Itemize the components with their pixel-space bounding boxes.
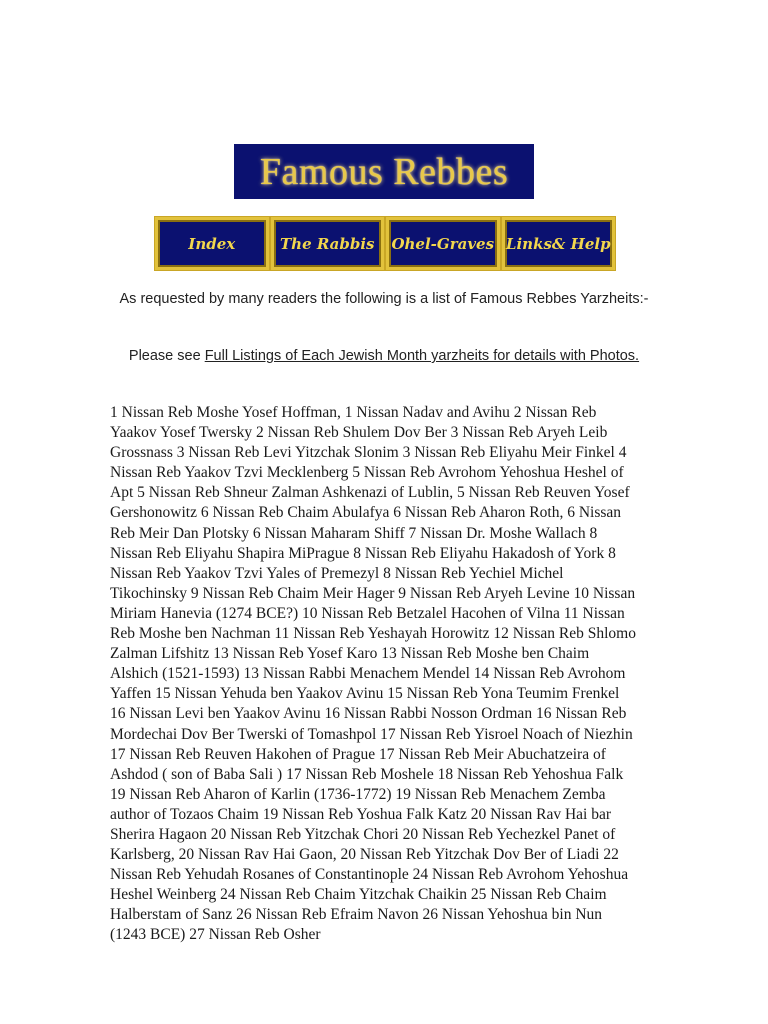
see-listings-text — [110, 347, 658, 366]
nav-index-label: Index — [188, 234, 236, 253]
nav-ohel-graves-button[interactable] — [386, 217, 500, 270]
nav-links-help-button[interactable] — [502, 217, 616, 270]
full-listings-link[interactable]: Full Listings of Each Jewish Month yarzheits for details with Photos. — [204, 348, 640, 364]
nav-bar — [155, 217, 615, 270]
nav-index-button[interactable] — [155, 217, 269, 270]
see-prefix: Please see — [128, 348, 205, 364]
nav-links-help-label: Links& Help — [505, 234, 611, 253]
banner-title: Famous Rebbes — [259, 150, 509, 193]
nav-the-rabbis-button[interactable] — [271, 217, 385, 270]
nav-ohel-graves-label: Ohel-Graves — [391, 234, 495, 253]
nav-the-rabbis-label: The Rabbis — [280, 234, 375, 253]
yarzheit-list: 1 Nissan Reb Moshe Yosef Hoffman, 1 Nissan Nadav and Avihu 2 Nissan Reb Yaakov Yosef Twersky 2 Nissan Reb Shulem Dov Ber 3 Nissan Reb Aryeh Leib Grossnass 3 Nissan Reb Levi Yitzchak Slonim 3 Nissan Reb Eliyahu Meir Finkel 4 Nissan Reb Yaakov Tzvi Mecklenberg 5 Nissan Reb Avrohom Yehoshua Heshel of Apt 5 Nissan Reb Shneur Zalman Ashkenazi of Lublin, 5 Nissan Reb Reuven Yosef Gershonowitz 6 Nissan Reb Chaim Abulafya 6 Nissan Reb Aharon Roth, 6 Nissan Reb Meir Dan Plotsky 6 Nissan Maharam Shiff 7 Nissan Dr. Moshe Wallach 8 Nissan Reb Eliyahu Shapira MiPrague 8 Nissan Reb Eliyahu Hakadosh of York 8 Nissan Reb Yaakov Tzvi Yales of Premezyl 8 Nissan Reb Yechiel Michel Tikochinsky 9 Nissan Reb Chaim Meir Hager 9 Nissan Reb Aryeh Levine 10 Nissan Miriam Hanevia (1274 BCE?) 10 Nissan Reb Betzalel Hacohen of Vilna 11 Nissan Reb Moshe ben Nachman 11 Nissan Reb Yeshayah Horowitz 12 Nissan Reb Shlomo Zalman Lifshitz 13 Nissan Reb Yosef Karo 13 Nissan Reb Moshe ben Chaim Alshich (1521-1593) 13 Nissan Rabbi Menachem Mendel 14 Nissan Reb Avrohom Yaffen 15 Nissan Yehuda ben Yaakov Avinu 15 Nissan Reb Yona Teumim Frenkel 16 Nissan Levi ben Yaakov Avinu 16 Nissan Rabbi Nosson Ordman 16 Nissan Reb Mordechai Dov Ber Twerski of Tomashpol 17 Nissan Reb Yisroel Noach of Niezhin 17 Nissan Reb Reuven Hakohen of Prague 17 Nissan Reb Meir Abuchatzeira of Ashdod ( son of Baba Sali ) 17 Nissan Reb Moshele 18 Nissan Reb Yehoshua Falk 19 Nissan Reb Aharon of Karlin (1736-1772) 19 Nissan Reb Menachem Zemba author of Tozaos Chaim 19 Nissan Reb Yoshua Falk Katz 20 Nissan Rav Hai bar Sherira Hagaon 20 Nissan Reb Yitzchak Chori 20 Nissan Reb Yechezkel Panet of Karlsberg, 20 Nissan Rav Hai Gaon, 20 Nissan Reb Yitzchak Dov Ber of Liadi 22 Nissan Reb Yehudah Rosanes of Constantinople 24 Nissan Reb Avrohom Yehoshua Heshel Weinberg 24 Nissan Reb Chaim Yitzchak Chaikin 25 Nissan Reb Chaim Halberstam of Sanz 26 Nissan Reb Efraim Navon 26 Nissan Yehoshua bin Nun (1243 BCE) 27 Nissan Reb Osher — [110, 404, 636, 944]
intro-text: As requested by many readers the following is a list of Famous Rebbes Yarzheits:- — [119, 291, 649, 307]
site-banner — [234, 144, 534, 199]
